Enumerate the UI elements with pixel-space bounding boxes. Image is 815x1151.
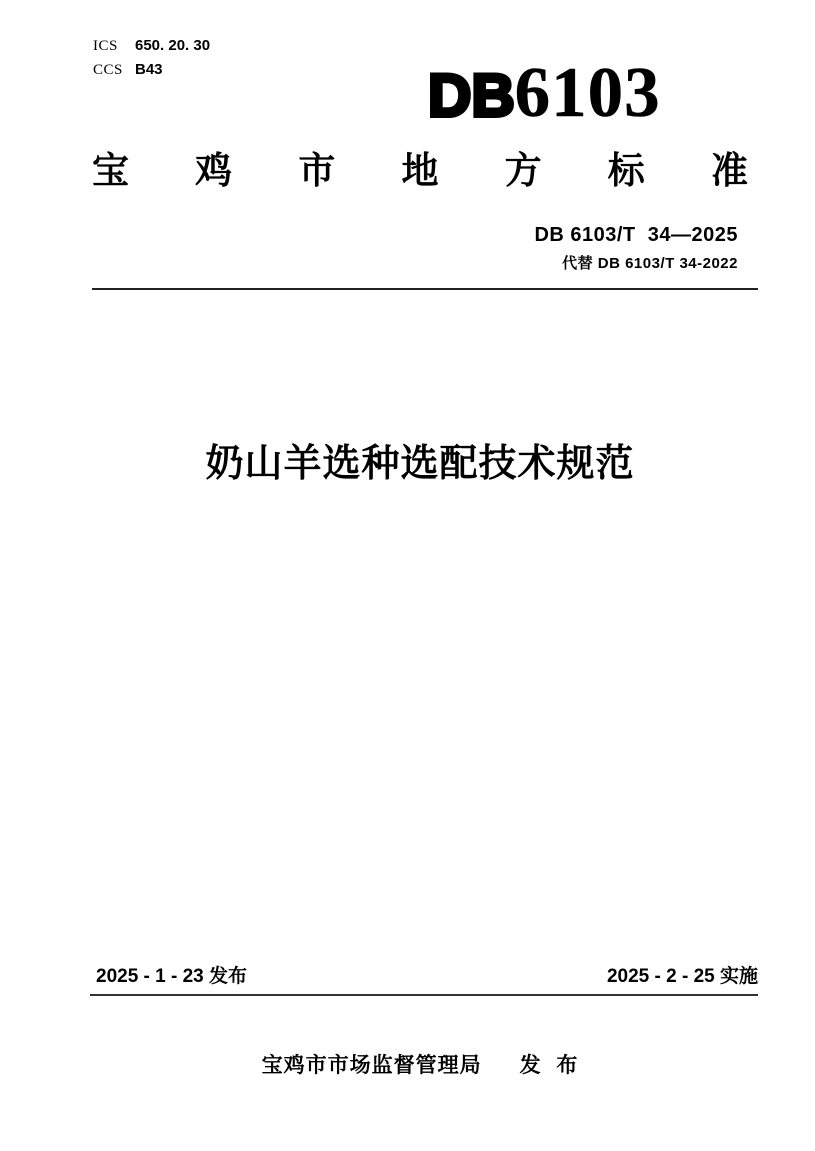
- publisher-row: [92, 1049, 748, 1079]
- dates-row: [96, 961, 758, 988]
- ics-row: [93, 34, 210, 58]
- document-title: 奶山羊选种选配技术规范: [205, 443, 635, 485]
- standard-category-char: 宝: [92, 150, 129, 191]
- standard-category-char: 标: [607, 150, 645, 191]
- db-logo-number: 6103: [514, 54, 661, 132]
- publisher-name: 宝鸡市市场监督管理局: [261, 1054, 482, 1077]
- db-logo-prefix: DB: [428, 62, 515, 129]
- standard-category-char: 准: [710, 150, 748, 191]
- standard-category-char: 市: [298, 150, 336, 191]
- db-standard-logo: [428, 54, 661, 132]
- standard-category-char: 方: [504, 150, 542, 191]
- header-rule: [92, 288, 758, 290]
- ccs-row: [93, 58, 210, 82]
- issue-date: 2025 - 1 - 23 发布: [96, 966, 248, 987]
- standard-number-block: [534, 224, 738, 273]
- ccs-label: CCS: [93, 62, 123, 78]
- replaced-standard-note: 代替 DB 6103/T 34-2022: [562, 255, 738, 272]
- implementation-date: 2025 - 2 - 25 实施: [606, 966, 758, 987]
- standard-category-char: 地: [401, 150, 439, 191]
- ics-code: 650. 20. 30: [135, 37, 211, 54]
- ics-label: ICS: [93, 38, 118, 54]
- standard-category-title: [92, 151, 748, 191]
- publish-action-label: 发 布: [519, 1054, 579, 1077]
- classification-codes: [93, 34, 210, 82]
- standard-category-char: 鸡: [195, 150, 233, 191]
- ccs-code: B43: [135, 61, 163, 78]
- standard-number: DB 6103/T 34—2025: [534, 224, 738, 246]
- footer-rule: [90, 994, 758, 996]
